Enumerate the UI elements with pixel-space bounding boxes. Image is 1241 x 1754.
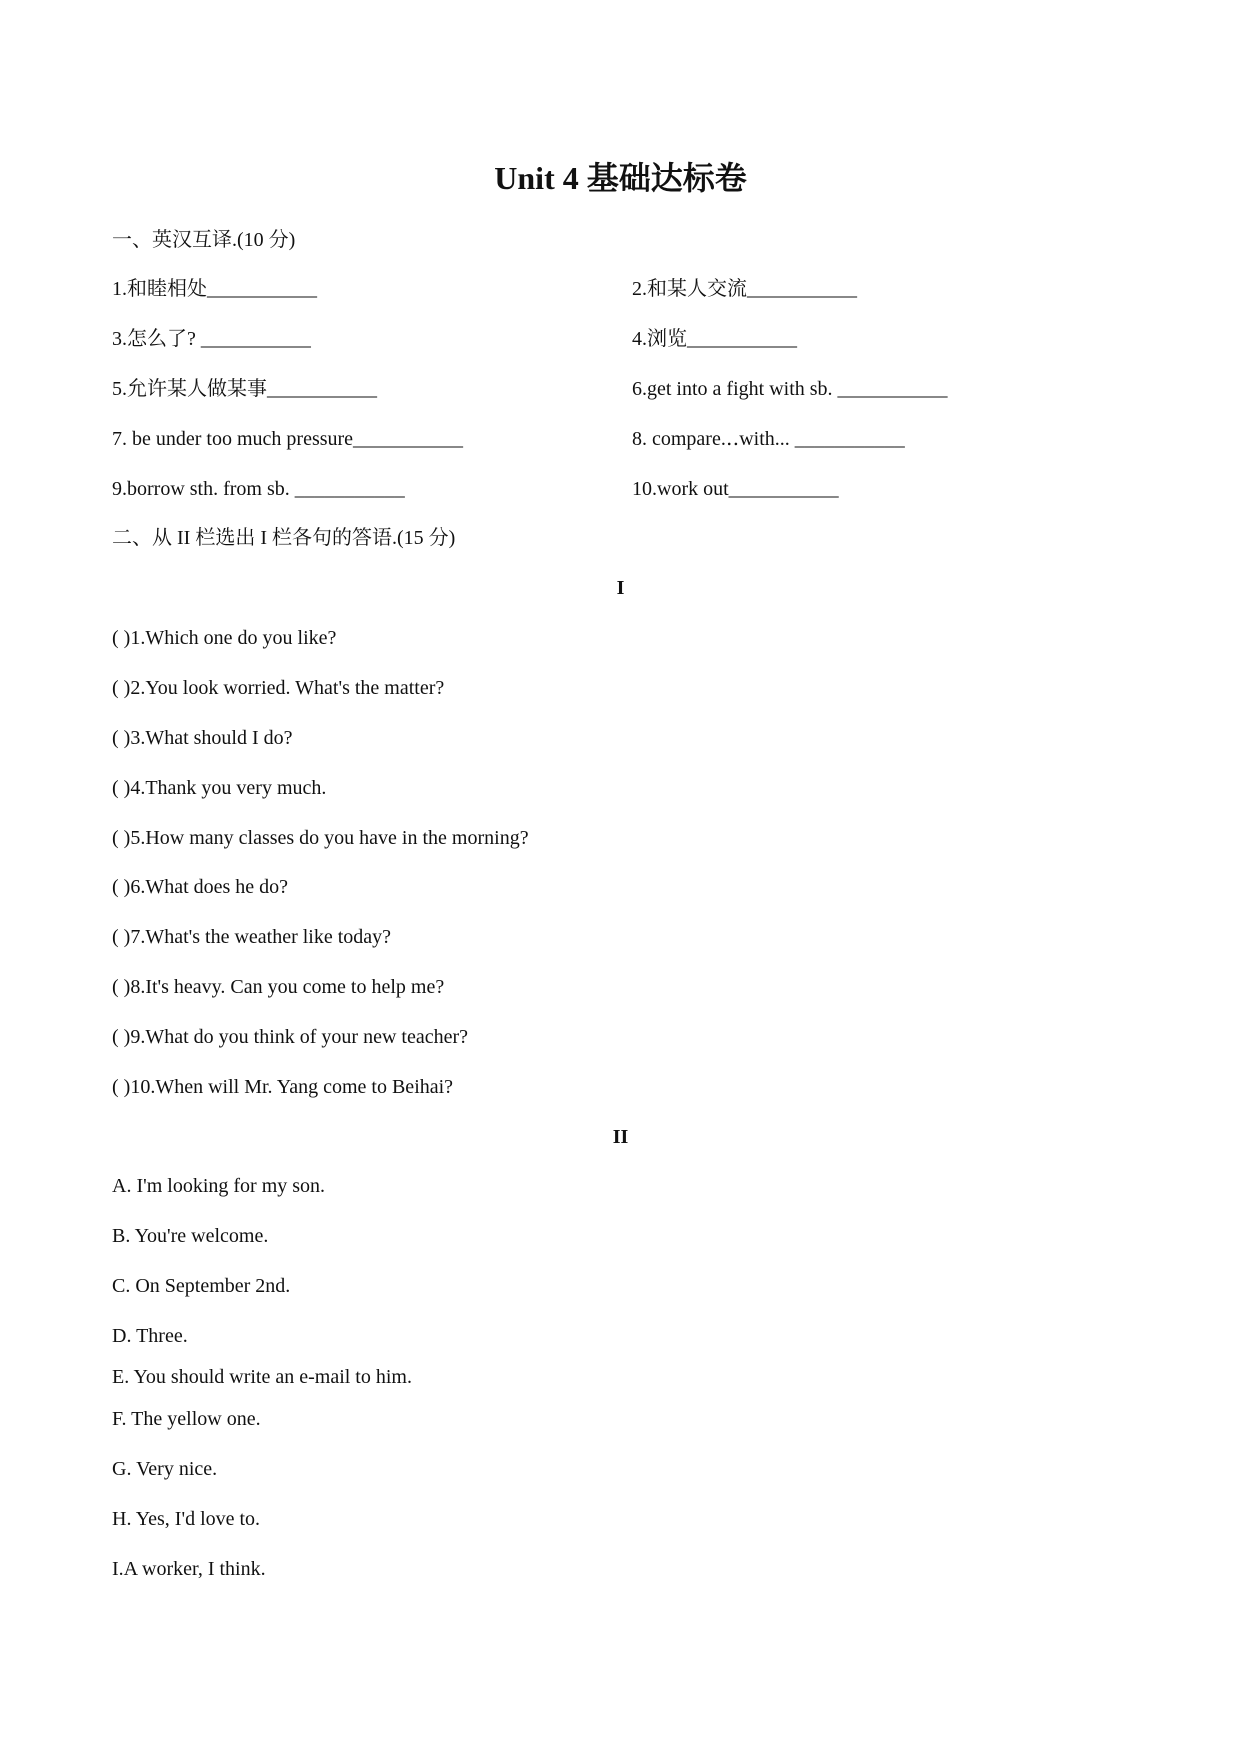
translation-item-2: 2.和某人交流___________ <box>632 278 857 300</box>
section2-heading: 二、从 II 栏选出 I 栏各句的答语.(15 分) <box>112 527 456 549</box>
question-item-8: ( )8.It's heavy. Can you come to help me? <box>112 976 445 998</box>
page-title: Unit 4 基础达标卷 <box>494 160 747 196</box>
question-item-1: ( )1.Which one do you like? <box>112 627 337 649</box>
answer-option-f: F. The yellow one. <box>112 1408 261 1430</box>
translation-item-6: 6.get into a fight with sb. ___________ <box>632 378 948 400</box>
answer-option-h: H. Yes, I'd love to. <box>112 1508 261 1530</box>
question-item-5: ( )5.How many classes do you have in the morning? <box>112 827 529 849</box>
answer-option-d: D. Three. <box>112 1325 188 1347</box>
translation-item-9: 9.borrow sth. from sb. ___________ <box>112 478 405 500</box>
column-i-label: I <box>616 577 625 599</box>
translation-item-7: 7. be under too much pressure___________ <box>112 428 464 450</box>
answer-option-g: G. Very nice. <box>112 1458 218 1480</box>
translation-item-3: 3.怎么了? ___________ <box>112 328 311 350</box>
question-item-2: ( )2.You look worried. What's the matter? <box>112 677 445 699</box>
question-item-9: ( )9.What do you think of your new teacher? <box>112 1026 468 1048</box>
section1-heading: 一、英汉互译.(10 分) <box>112 229 296 251</box>
column-ii-label: II <box>612 1126 629 1148</box>
translation-item-1: 1.和睦相处___________ <box>112 278 317 300</box>
translation-item-4: 4.浏览___________ <box>632 328 797 350</box>
answer-option-i: I.A worker, I think. <box>112 1558 266 1580</box>
question-item-3: ( )3.What should I do? <box>112 727 293 749</box>
answer-option-c: C. On September 2nd. <box>112 1275 291 1297</box>
answer-option-e: E. You should write an e-mail to him. <box>112 1366 412 1388</box>
answer-option-a: A. I'm looking for my son. <box>112 1175 326 1197</box>
translation-item-5: 5.允许某人做某事___________ <box>112 378 377 400</box>
answer-option-b: B. You're welcome. <box>112 1225 269 1247</box>
question-item-10: ( )10.When will Mr. Yang come to Beihai? <box>112 1076 454 1098</box>
question-item-4: ( )4.Thank you very much. <box>112 777 327 799</box>
question-item-6: ( )6.What does he do? <box>112 876 289 898</box>
translation-item-8: 8. compare.‥with... ___________ <box>632 428 905 450</box>
translation-item-10: 10.work out___________ <box>632 478 839 500</box>
question-item-7: ( )7.What's the weather like today? <box>112 926 392 948</box>
